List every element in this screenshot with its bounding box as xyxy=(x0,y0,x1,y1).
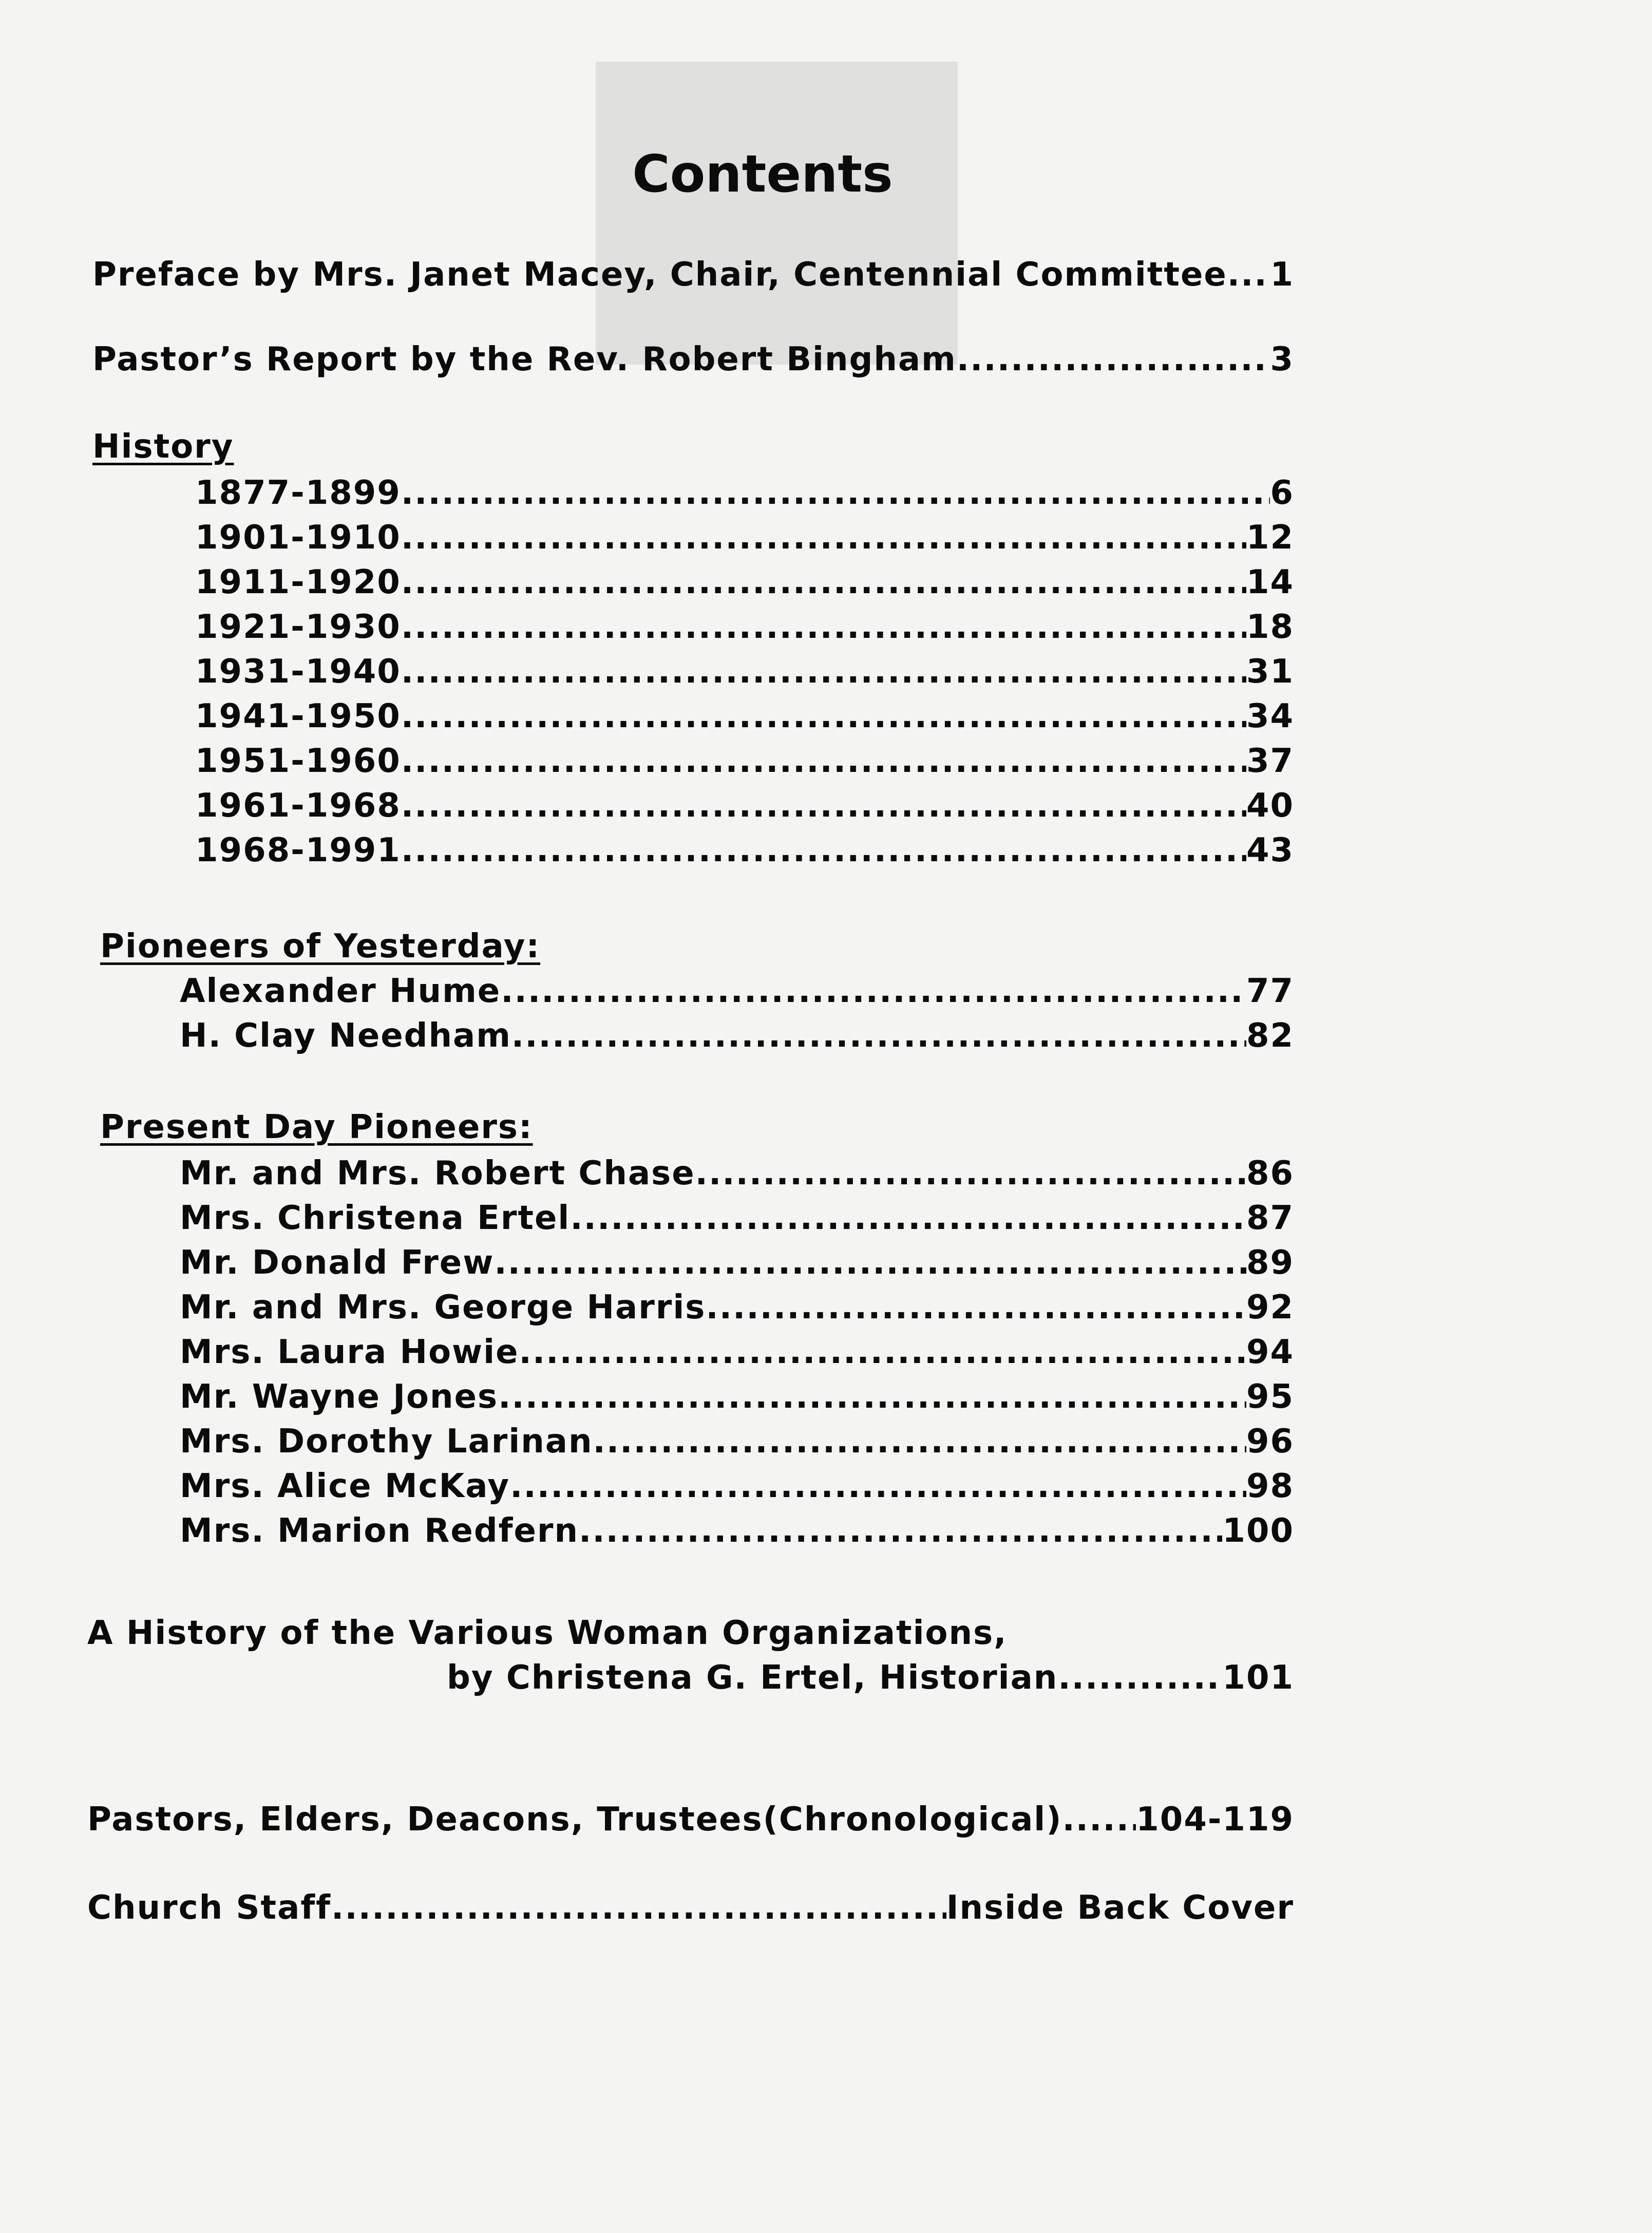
toc-entry: Mrs. Laura Howie ..... 94 xyxy=(180,1329,1294,1375)
toc-entry-preface: Preface by Mrs. Janet Macey, Chair, Centennial Committee ..... 1 xyxy=(92,252,1294,298)
toc-entry: 1877-1899 ..... 6 xyxy=(195,470,1294,516)
toc-entry: 1961-1968 ..... 40 xyxy=(195,783,1294,829)
toc-entry-pastors-report: Pastor’s Report by the Rev. Robert Bingham ..... 3 xyxy=(92,336,1294,383)
toc-entry: 1921-1930 ..... 18 xyxy=(195,604,1294,650)
toc-entry-church-officers: Pastors, Elders, Deacons, Trustees(Chronological) ..... 104-119 xyxy=(87,1796,1294,1843)
toc-entry: 1931-1940 ..... 31 xyxy=(195,649,1294,695)
toc-entry: Mr. and Mrs. Robert Chase ..... 86 xyxy=(180,1150,1294,1197)
toc-entry: 1941-1950 ..... 34 xyxy=(195,693,1294,740)
toc-entry: Mr. Donald Frew ..... 89 xyxy=(180,1240,1294,1286)
toc-entry: Mrs. Alice McKay ..... 98 xyxy=(180,1463,1294,1509)
bleed-through-photo xyxy=(596,62,958,365)
toc-entry: Mr. and Mrs. George Harris ..... 92 xyxy=(180,1284,1294,1331)
section-heading-present-day: Present Day Pioneers: xyxy=(100,1108,533,1146)
toc-entry: Mrs. Christena Ertel ..... 87 xyxy=(180,1195,1294,1241)
toc-entry: Mrs. Marion Redfern ..... 100 xyxy=(180,1508,1294,1554)
section-heading-pioneers-yesterday: Pioneers of Yesterday: xyxy=(100,928,541,966)
toc-entry: Alexander Hume ..... 77 xyxy=(180,968,1294,1014)
toc-entry: 1901-1910 ..... 12 xyxy=(195,515,1294,561)
toc-entry: 1951-1960 ..... 37 xyxy=(195,738,1294,784)
toc-entry: Mr. Wayne Jones ..... 95 xyxy=(180,1374,1294,1420)
toc-entry: Mrs. Dorothy Larinan ..... 96 xyxy=(180,1418,1294,1465)
toc-entry-women-orgs: by Christena G. Ertel, Historian ..... 101 xyxy=(447,1655,1294,1701)
toc-entry: H. Clay Needham ..... 82 xyxy=(180,1013,1294,1059)
toc-entry: 1911-1920 ..... 14 xyxy=(195,559,1294,605)
page-title: Contents xyxy=(632,144,893,204)
section-heading-history: History xyxy=(92,428,234,466)
toc-entry-church-staff: Church Staff ..... Inside Back Cover xyxy=(87,1885,1294,1931)
toc-entry: 1968-1991 ..... 43 xyxy=(195,827,1294,874)
toc-entry-women-orgs-title: A History of the Various Woman Organizations, xyxy=(87,1614,1008,1652)
